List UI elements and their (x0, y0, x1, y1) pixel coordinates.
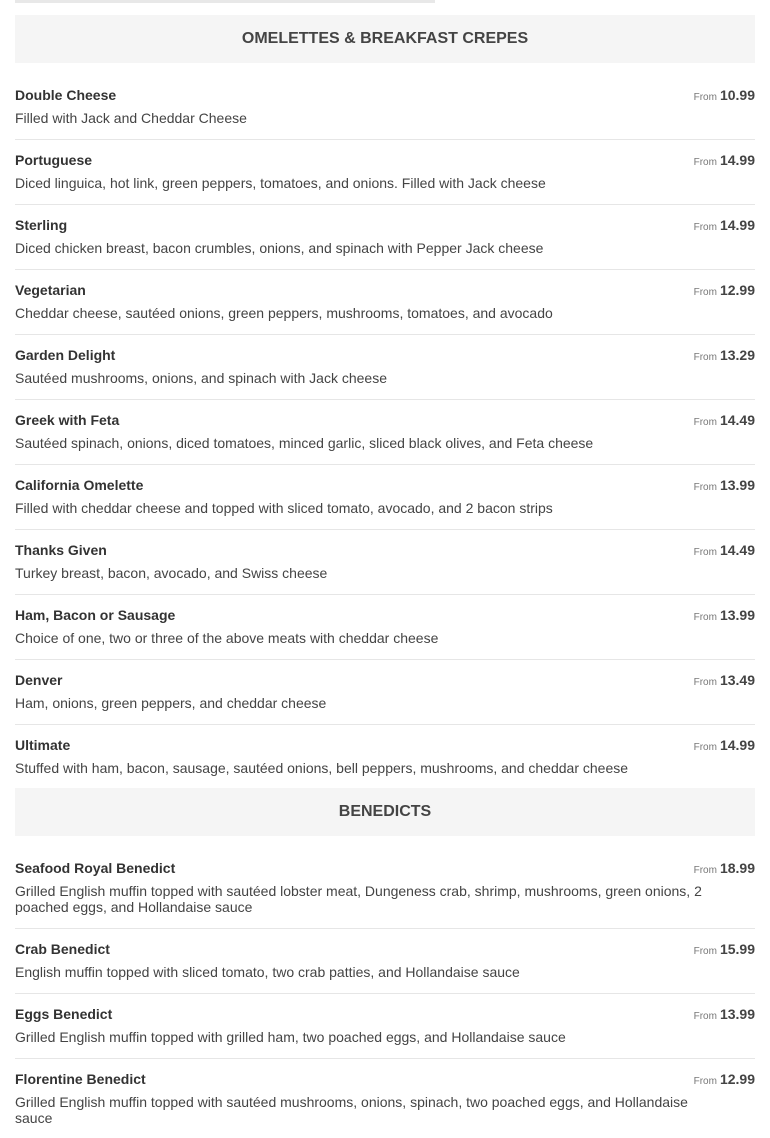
menu-item-name: Denver (15, 672, 63, 688)
top-cutoff-content (15, 0, 755, 15)
menu-item-description: Diced linguica, hot link, green peppers, tomatoes, and onions. Filled with Jack cheese (15, 175, 546, 191)
cutoff-text-fragment (15, 0, 435, 3)
menu-item[interactable] (15, 400, 755, 465)
price-value: 14.99 (719, 217, 755, 233)
menu-item-header (15, 860, 755, 878)
menu-item-name: Sterling (15, 217, 68, 233)
price-from-label: From (693, 742, 717, 753)
menu-item-price (694, 860, 755, 878)
menu-item-name: Portuguese (15, 152, 93, 168)
menu-item-header (15, 412, 755, 430)
menu-item[interactable] (15, 205, 755, 270)
menu-item[interactable] (15, 929, 755, 994)
menu-item-name: Garden Delight (15, 347, 116, 363)
menu-item-price (694, 152, 755, 170)
menu-item-price (694, 1071, 755, 1089)
menu-item-name: Double Cheese (15, 87, 117, 103)
menu-item-description: Stuffed with ham, bacon, sausage, sautéed onions, bell peppers, mushrooms, and cheddar cheese (15, 760, 629, 776)
menu-item[interactable] (15, 595, 755, 660)
menu-item-header (15, 607, 755, 625)
price-value: 12.99 (719, 282, 755, 298)
menu-item-description: Sautéed mushrooms, onions, and spinach with Jack cheese (15, 370, 387, 386)
menu-item-price (694, 941, 755, 959)
menu-item-header (15, 477, 755, 495)
menu-item[interactable] (15, 530, 755, 595)
price-from-label: From (693, 352, 717, 363)
menu-item-name: Vegetarian (15, 282, 86, 298)
price-value: 14.49 (719, 542, 755, 558)
price-from-label: From (693, 677, 717, 688)
menu-item[interactable] (15, 465, 755, 530)
menu-item-price (694, 542, 755, 560)
menu-page (15, 0, 755, 1138)
menu-item-description: Grilled English muffin topped with grilled ham, two poached eggs, and Hollandaise sauce (15, 1029, 566, 1045)
menu-item-header (15, 152, 755, 170)
menu-item[interactable] (15, 140, 755, 205)
price-value: 14.99 (719, 737, 755, 753)
price-value: 13.99 (719, 607, 755, 623)
menu-item-name: Ultimate (15, 737, 71, 753)
menu-item-name: Ham, Bacon or Sausage (15, 607, 176, 623)
price-value: 10.99 (719, 87, 755, 103)
menu-item-price (694, 87, 755, 105)
menu-item[interactable] (15, 994, 755, 1059)
menu-item[interactable] (15, 270, 755, 335)
price-from-label: From (693, 157, 717, 168)
price-from-label: From (693, 222, 717, 233)
price-value: 15.99 (719, 941, 755, 957)
price-from-label: From (693, 287, 717, 298)
price-value: 13.99 (719, 477, 755, 493)
menu-item-price (694, 347, 755, 365)
menu-item-header (15, 87, 755, 105)
menu-item-price (694, 477, 755, 495)
menu-item[interactable] (15, 1059, 755, 1138)
price-from-label: From (693, 417, 717, 428)
menu-item-header (15, 941, 755, 959)
menu-item-description: Grilled English muffin topped with sautéed lobster meat, Dungeness crab, shrimp, mushrooms, green onions, 2 poached eggs, and Hollandaise sauce (15, 883, 702, 915)
section-header: BENEDICTS (15, 788, 755, 836)
menu-item-header (15, 217, 755, 235)
menu-item-header (15, 672, 755, 690)
menu-item-header (15, 282, 755, 300)
price-value: 18.99 (719, 860, 755, 876)
menu-item-name: Crab Benedict (15, 941, 110, 957)
menu-item-header (15, 1006, 755, 1024)
menu-item-name: Thanks Given (15, 542, 107, 558)
price-from-label: From (693, 946, 717, 957)
menu-item[interactable] (15, 848, 755, 929)
price-from-label: From (693, 612, 717, 623)
menu-section (15, 15, 755, 788)
menu-item-description: Grilled English muffin topped with sautéed mushrooms, onions, spinach, two poached eggs, and Hollandaise sauce (15, 1094, 688, 1126)
menu-item-description: Ham, onions, green peppers, and cheddar cheese (15, 695, 327, 711)
menu-item-name: California Omelette (15, 477, 144, 493)
menu-item-header (15, 737, 755, 755)
menu-item-price (694, 1006, 755, 1024)
item-list (15, 75, 755, 788)
menu-item-description: Filled with Jack and Cheddar Cheese (15, 110, 247, 126)
menu-item-description: English muffin topped with sliced tomato, two crab patties, and Hollandaise sauce (15, 964, 520, 980)
menu-item-price (694, 607, 755, 625)
price-from-label: From (693, 1076, 717, 1087)
menu-item-price (694, 282, 755, 300)
menu-item-description: Turkey breast, bacon, avocado, and Swiss cheese (15, 565, 328, 581)
price-value: 13.49 (719, 672, 755, 688)
item-list (15, 848, 755, 1138)
menu-item[interactable] (15, 75, 755, 140)
menu-item[interactable] (15, 660, 755, 725)
menu-item-price (694, 737, 755, 755)
menu-item[interactable] (15, 725, 755, 788)
menu-item-header (15, 542, 755, 560)
menu-item-name: Florentine Benedict (15, 1071, 146, 1087)
menu-item-name: Greek with Feta (15, 412, 120, 428)
menu-item-description: Filled with cheddar cheese and topped with sliced tomato, avocado, and 2 bacon strips (15, 500, 553, 516)
price-value: 12.99 (719, 1071, 755, 1087)
price-value: 13.99 (719, 1006, 755, 1022)
price-from-label: From (693, 865, 717, 876)
menu-item-header (15, 1071, 755, 1089)
menu-item-price (694, 412, 755, 430)
menu-item-description: Sautéed spinach, onions, diced tomatoes, minced garlic, sliced black olives, and Feta cheese (15, 435, 594, 451)
menu-item-price (694, 672, 755, 690)
menu-section (15, 788, 755, 1138)
menu-item[interactable] (15, 335, 755, 400)
price-value: 13.29 (719, 347, 755, 363)
menu-item-description: Cheddar cheese, sautéed onions, green peppers, mushrooms, tomatoes, and avocado (15, 305, 553, 321)
price-from-label: From (693, 92, 717, 103)
menu-item-name: Seafood Royal Benedict (15, 860, 176, 876)
price-value: 14.99 (719, 152, 755, 168)
menu-item-description: Diced chicken breast, bacon crumbles, onions, and spinach with Pepper Jack cheese (15, 240, 544, 256)
price-from-label: From (693, 547, 717, 558)
menu-item-header (15, 347, 755, 365)
price-value: 14.49 (719, 412, 755, 428)
menu-item-description: Choice of one, two or three of the above meats with cheddar cheese (15, 630, 439, 646)
section-header: OMELETTES & BREAKFAST CREPES (15, 15, 755, 63)
menu-sections (15, 15, 755, 1138)
menu-item-name: Eggs Benedict (15, 1006, 113, 1022)
price-from-label: From (693, 482, 717, 493)
menu-item-price (694, 217, 755, 235)
price-from-label: From (693, 1011, 717, 1022)
